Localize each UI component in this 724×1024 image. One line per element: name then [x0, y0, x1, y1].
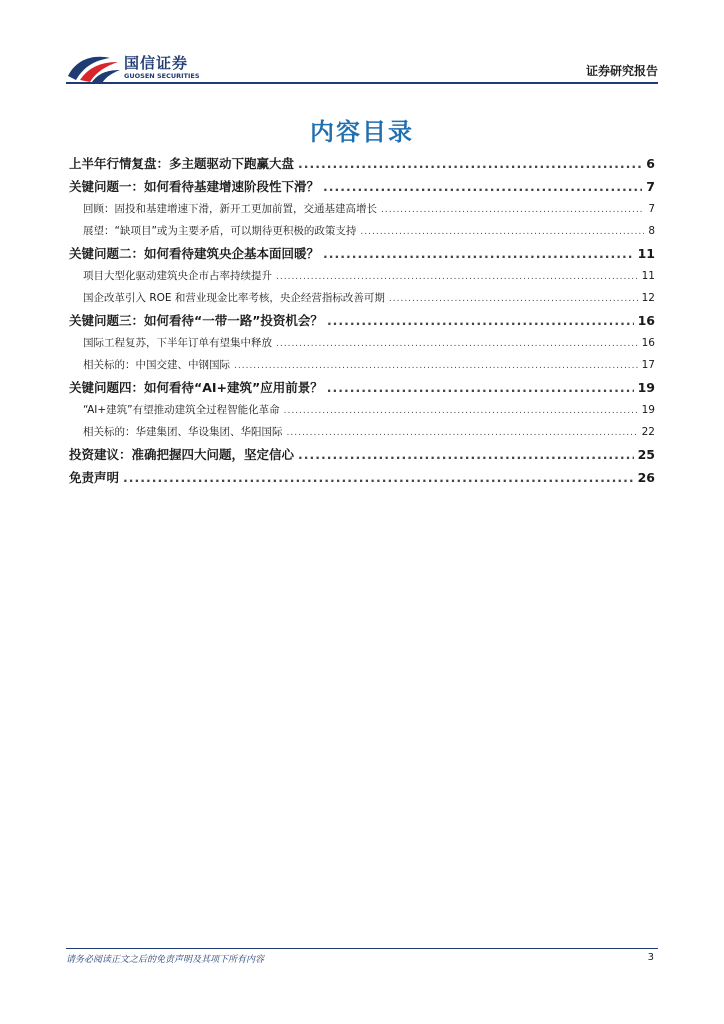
toc-entry-page: 11: [637, 246, 655, 261]
page-number: 3: [647, 952, 654, 963]
toc-leader-dots: [284, 400, 638, 421]
toc-entry-title: “AI+建筑”有望推动建筑全过程智能化革命: [83, 404, 280, 416]
toc-entry[interactable]: [69, 421, 655, 443]
toc-leader-dots: [287, 422, 638, 443]
toc-entry-title: 相关标的：华建集团、华设集团、华阳国际: [83, 426, 283, 438]
toc-entry-page: 7: [646, 179, 655, 194]
toc-entry-title: 关键问题四：如何看待“AI+建筑”应用前景？: [69, 380, 323, 395]
toc-entry-page: 26: [637, 470, 655, 485]
toc-entry-page: 22: [641, 426, 655, 438]
table-of-contents: [69, 152, 655, 489]
toc-entry-title: 项目大型化驱动建筑央企市占率持续提升: [83, 270, 272, 282]
guosen-logo: [66, 50, 206, 84]
toc-entry-page: 12: [641, 292, 655, 304]
toc-entry-title: 关键问题二：如何看待建筑央企基本面回暖？: [69, 246, 320, 261]
toc-entry[interactable]: [69, 332, 655, 354]
toc-entry-title: 免责声明: [69, 470, 120, 485]
toc-leader-dots: [276, 266, 638, 287]
toc-entry[interactable]: [69, 354, 655, 376]
toc-entry-page: 17: [641, 359, 655, 371]
logo-chinese-name: 国信证券: [124, 54, 189, 72]
toc-entry-title: 回顾：固投和基建增速下滑，新开工更加前置，交通基建高增长: [83, 203, 377, 215]
toc-leader-dots: [323, 242, 634, 265]
toc-title: 内容目录: [310, 118, 414, 146]
toc-entry[interactable]: [69, 152, 655, 175]
toc-entry[interactable]: [69, 399, 655, 421]
toc-leader-dots: [360, 221, 644, 242]
footer-disclaimer: 请务必阅读正文之后的免责声明及其项下所有内容: [66, 955, 265, 965]
toc-entry-page: 16: [637, 313, 655, 328]
report-type-label: 证券研究报告: [585, 64, 658, 78]
toc-entry[interactable]: [69, 309, 655, 332]
toc-entry-page: 25: [637, 447, 655, 462]
toc-entry-title: 国际工程复苏，下半年订单有望集中释放: [83, 337, 272, 349]
toc-entry-title: 上半年行情复盘：多主题驱动下跑赢大盘: [69, 156, 295, 171]
toc-entry-page: 7: [648, 203, 655, 215]
toc-entry-page: 16: [641, 337, 655, 349]
toc-entry[interactable]: [69, 466, 655, 489]
toc-entry-title: 投资建议：准确把握四大问题，坚定信心: [69, 447, 295, 462]
toc-entry-title: 展望：“缺项目”或为主要矛盾，可以期待更积极的政策支持: [83, 225, 357, 237]
toc-leader-dots: [327, 376, 634, 399]
toc-leader-dots: [323, 175, 642, 198]
toc-leader-dots: [389, 288, 638, 309]
toc-leader-dots: [123, 466, 634, 489]
toc-leader-dots: [298, 443, 634, 466]
toc-entry-title: 关键问题三：如何看待“一带一路”投资机会？: [69, 313, 323, 328]
toc-entry[interactable]: [69, 376, 655, 399]
toc-entry[interactable]: [69, 265, 655, 287]
toc-entry-title: 相关标的：中国交建、中钢国际: [83, 359, 230, 371]
guosen-logo-icon: [66, 50, 122, 84]
toc-leader-dots: [298, 152, 642, 175]
toc-entry[interactable]: [69, 242, 655, 265]
toc-entry[interactable]: [69, 220, 655, 242]
toc-leader-dots: [234, 355, 638, 376]
toc-entry[interactable]: [69, 175, 655, 198]
toc-entry-page: 8: [648, 225, 655, 237]
toc-entry-page: 19: [637, 380, 655, 395]
toc-leader-dots: [381, 199, 644, 220]
logo-english-name: GUOSEN SECURITIES: [124, 72, 200, 80]
toc-entry-page: 6: [646, 156, 655, 171]
toc-entry-title: 关键问题一：如何看待基建增速阶段性下滑？: [69, 179, 320, 194]
toc-entry-page: 11: [641, 270, 655, 282]
toc-entry-title: 国企改革引入 ROE 和营业现金比率考核，央企经营指标改善可期: [83, 292, 385, 304]
toc-entry[interactable]: [69, 287, 655, 309]
footer-divider: [66, 948, 658, 949]
toc-leader-dots: [327, 309, 634, 332]
toc-entry[interactable]: [69, 198, 655, 220]
toc-leader-dots: [276, 333, 638, 354]
toc-entry-page: 19: [641, 404, 655, 416]
toc-entry[interactable]: [69, 443, 655, 466]
header-divider: [66, 82, 658, 84]
